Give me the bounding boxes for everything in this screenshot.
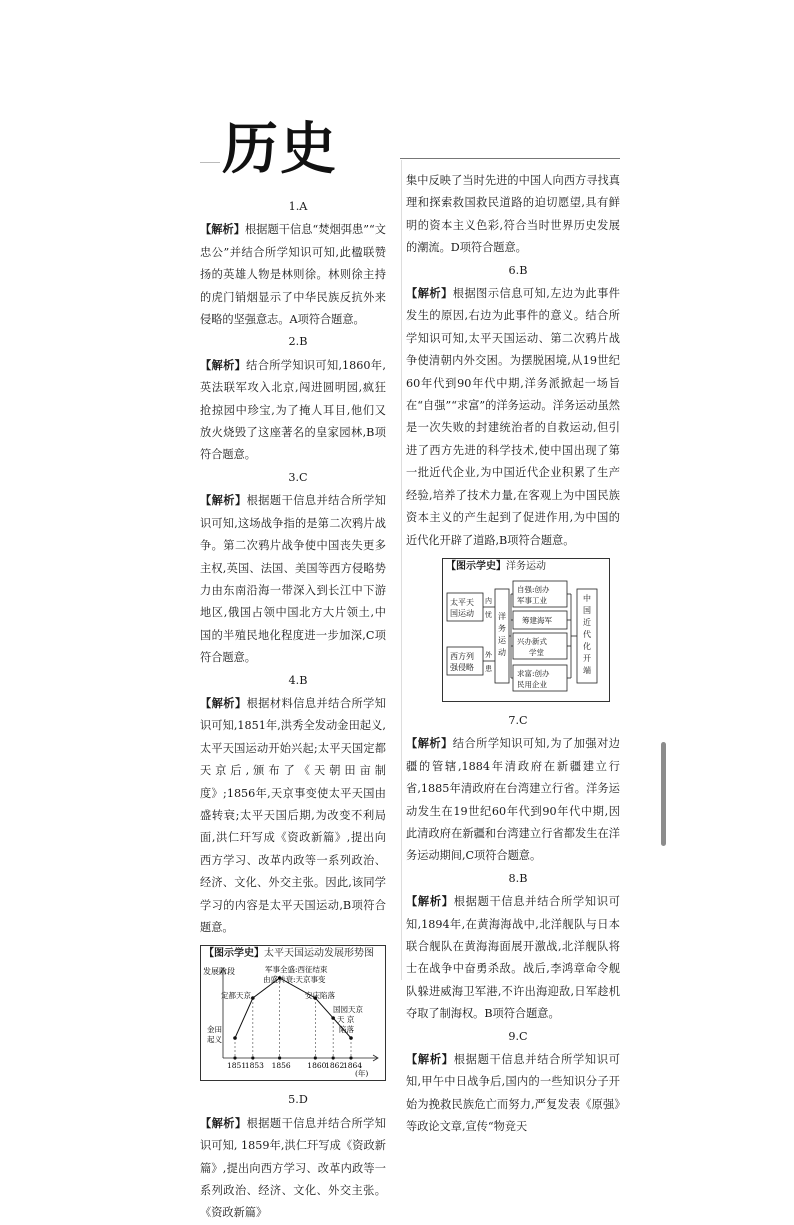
analysis-text: 根据题干信息并结合所学知识可知, 1859年,洪仁玕写成《资政新篇》,提出向西方学习、改革内政等一系列政治、经济、文化、外交主张。《资政新篇》 — [200, 1116, 386, 1220]
label: 端 — [583, 665, 591, 675]
event-dingdu: 定都天京 — [221, 991, 251, 1001]
event-jintian-1: 金田 — [207, 1025, 222, 1035]
analysis-text: 根据题干信息并结合所学知识可知,这场战争指的是第二次鸦片战争。第二次鸦片战争使中国丧失更多主权,英国、法国、美国等西方侵略势力由东南沿海一带深入到长江中下游地区,俄国占领中国北方大片领土,中国的半殖民地化程度进一步加深,C项符合题意。 — [200, 494, 386, 665]
label: 国 — [583, 605, 591, 615]
axis-point — [251, 1057, 254, 1060]
figure-tag: 【图示学史】 — [446, 560, 506, 572]
analysis-text: 结合所学知识可知,为了加强对边疆的管辖,1884年清政府在新疆建立行省,1885年清政府在台湾建立行省。洋务运动发生在19世纪60年代到90年代中期,因此清政府在新疆和台湾建立行省都发生在洋务运动期间,C项符合题意。 — [406, 737, 620, 863]
analysis-text: 结合所学知识可知,1860年,英法联军攻入北京,闯进圆明园,疯狂抢掠园中珍宝,为了掩人耳目,他们又放火烧毁了这座著名的皇家园林,B项符合题意。 — [200, 358, 386, 462]
label: 动 — [498, 647, 506, 657]
answer-number: 2.B — [288, 335, 308, 349]
analysis-text: 根据题干信息并结合所学知识可知,1894年,在黄海海战中,北洋舰队与日本联合舰队在黄海海面展开激战,北洋舰队将士在战争中奋勇杀敌。战后,李鸿章命令舰队躲进威海卫军港,不许出海迎敌,日军趁机夺取了制海权。B项符合题意。 — [406, 895, 620, 1021]
analysis-tag: 【解析】 — [200, 493, 247, 508]
data-points — [233, 977, 353, 1060]
x-axis-unit: (年) — [355, 1069, 369, 1079]
event-anqing: 安庆陷落 — [305, 991, 335, 1001]
scrollbar-thumb[interactable] — [661, 742, 666, 846]
analysis-tag: 【解析】 — [200, 695, 247, 710]
taiping-chart — [201, 962, 385, 1080]
x-tick-label: 1856 — [271, 1061, 291, 1071]
figure-tag: 【图示学史】 — [204, 948, 264, 960]
answer-number: 1.A — [288, 200, 308, 213]
label: 忧 — [485, 610, 492, 619]
event-peak-2: 由盛转衰:天京事变 — [263, 975, 326, 985]
label: 筹建海军 — [522, 615, 552, 625]
figure-title: 洋务运动 — [506, 560, 546, 572]
analysis-tag: 【解析】 — [200, 222, 246, 237]
data-point — [233, 1037, 237, 1041]
label: 西方列 — [450, 651, 474, 661]
westernization-diagram — [442, 558, 610, 702]
event-end-3: 陷落 — [339, 1025, 354, 1035]
data-point — [251, 997, 255, 1001]
analysis-text: 根据图示信息可知,左边为此事件发生的原因,右边为此事件的意义。结合所学知识可知,太平天国运动、第二次鸦片战争使清朝内外交困。为摆脱困境,从19世纪60年代到90年代中期,洋务派掀起一场旨在“自强”“求富”的洋务运动。洋务运动虽然是一次失败的封建统治者的自救运动,但引进了西方先进的科学技术,使中国出现了第一批近代企业,为中国近代企业积累了生产经验,培养了技术力量,在客观上为中国民族资本主义的产生起到了促进作用,为中国的近代化开辟了道路,B项符合题意。 — [406, 287, 620, 547]
answer-8 — [406, 868, 620, 1026]
data-point — [349, 1037, 353, 1041]
taiping-chart-figure — [200, 945, 386, 1081]
answer-6 — [406, 260, 620, 552]
axis-point — [349, 1057, 352, 1060]
label: 开 — [583, 653, 591, 663]
label: 外 — [485, 650, 492, 659]
label: 化 — [583, 641, 591, 651]
data-point — [331, 1017, 335, 1021]
figure-title: 太平天国运动发展形势图 — [264, 948, 374, 960]
diagram — [443, 575, 609, 701]
title-rule-right — [400, 158, 620, 159]
answer-7 — [406, 710, 620, 868]
label: 近 — [583, 617, 591, 627]
label: 中 — [583, 593, 591, 603]
answer-2 — [200, 331, 386, 466]
x-tick-label: 1864 — [343, 1061, 363, 1071]
answer-number: 9.C — [508, 1029, 528, 1043]
page-title: 历史 — [222, 117, 338, 182]
event-end-1: 国园天京 — [333, 1005, 363, 1015]
label: 国运动 — [450, 608, 474, 618]
analysis-tag: 【解析】 — [406, 1052, 454, 1066]
answer-1 — [200, 196, 386, 331]
column-divider — [401, 160, 402, 980]
x-tick-labels — [227, 1061, 362, 1070]
label: 自强:创办 — [517, 584, 550, 594]
continued-text: 集中反映了当时先进的中国人向西方寻找真理和探索救国救民道路的迫切愿望,具有鲜明的资本主义色彩,符合当时世界历史发展的潮流。D项符合题意。 — [406, 174, 620, 255]
label: 军事工业 — [517, 595, 547, 605]
analysis-tag: 【解析】 — [200, 1115, 247, 1130]
answer-number: 4.B — [288, 673, 308, 687]
y-axis-label: 发展阶段 — [203, 967, 235, 977]
axis-point — [314, 1057, 317, 1060]
answer-number: 7.C — [508, 713, 528, 727]
label: 太平天 — [450, 597, 474, 607]
label: 求富:创办 — [517, 668, 550, 678]
answer-number: 8.B — [508, 871, 528, 885]
figure-header — [201, 946, 385, 962]
analysis-tag: 【解析】 — [406, 286, 453, 301]
label: 强侵略 — [450, 662, 474, 672]
axis-point — [233, 1057, 236, 1060]
right-column — [406, 170, 620, 1139]
analysis-text: 根据题干信息并结合所学知识可知,甲午中日战争后,国内的一些知识分子开始为挽救民族危亡而努力,严复发表《原强》等政论文章,宣传“物竞天 — [406, 1053, 620, 1134]
answer-number: 6.B — [508, 263, 528, 277]
event-end-2: 天 京 — [337, 1015, 355, 1025]
event-peak-1: 军事全盛:西征结束 — [265, 965, 328, 975]
analysis-text: 根据材料信息并结合所学知识可知,1851年,洪秀全发动金田起义,太平天国运动开始兴起;太平天国定都天京后,颁布了《天朝田亩制度》;1856年,天京事变使太平天国由盛转衰;太平天国后期,为改变不利局面,洪仁玕写成《资政新篇》,提出向西方学习、改革内政等一系列政治、经济、文化、外交主张。因此,该同学学习的内容是太平天国运动,B项符合题意。 — [200, 696, 386, 934]
axis-point — [332, 1057, 335, 1060]
label: 民用企业 — [517, 679, 547, 689]
figure-header — [443, 559, 609, 575]
title-rule-left — [200, 162, 220, 163]
answer-4 — [200, 670, 386, 940]
axis-point — [278, 1057, 281, 1060]
x-tick-label: 1851 — [227, 1061, 247, 1071]
label: 学堂 — [529, 647, 544, 657]
analysis-tag: 【解析】 — [200, 357, 247, 372]
left-column — [200, 196, 386, 1225]
answer-5 — [200, 1089, 386, 1224]
label: 洋 — [498, 611, 506, 621]
label: 患 — [485, 664, 492, 673]
analysis-tag: 【解析】 — [406, 736, 453, 751]
label: 内 — [485, 596, 492, 605]
label: 务 — [498, 623, 506, 633]
analysis-tag: 【解析】 — [406, 894, 454, 909]
answer-9 — [406, 1026, 620, 1139]
x-tick-label: 1860 — [307, 1061, 327, 1071]
label: 代 — [583, 629, 591, 639]
answer-number: 3.C — [288, 470, 308, 484]
x-tick-label: 1862 — [325, 1061, 345, 1071]
analysis-text: 根据题干信息“焚烟弭患”“文忠公”并结合所学知识可知,此楹联赞扬的英雄人物是林则徐。林则徐主持的虎门销烟显示了中华民族反抗外来侵略的坚强意志。A项符合题意。 — [200, 223, 386, 327]
answer-3 — [200, 467, 386, 670]
label: 兴办新式 — [517, 636, 547, 646]
x-tick-label: 1853 — [244, 1061, 264, 1071]
answer-number: 5.D — [288, 1093, 308, 1107]
label: 运 — [498, 635, 506, 645]
event-jintian-2: 起义 — [207, 1035, 222, 1045]
